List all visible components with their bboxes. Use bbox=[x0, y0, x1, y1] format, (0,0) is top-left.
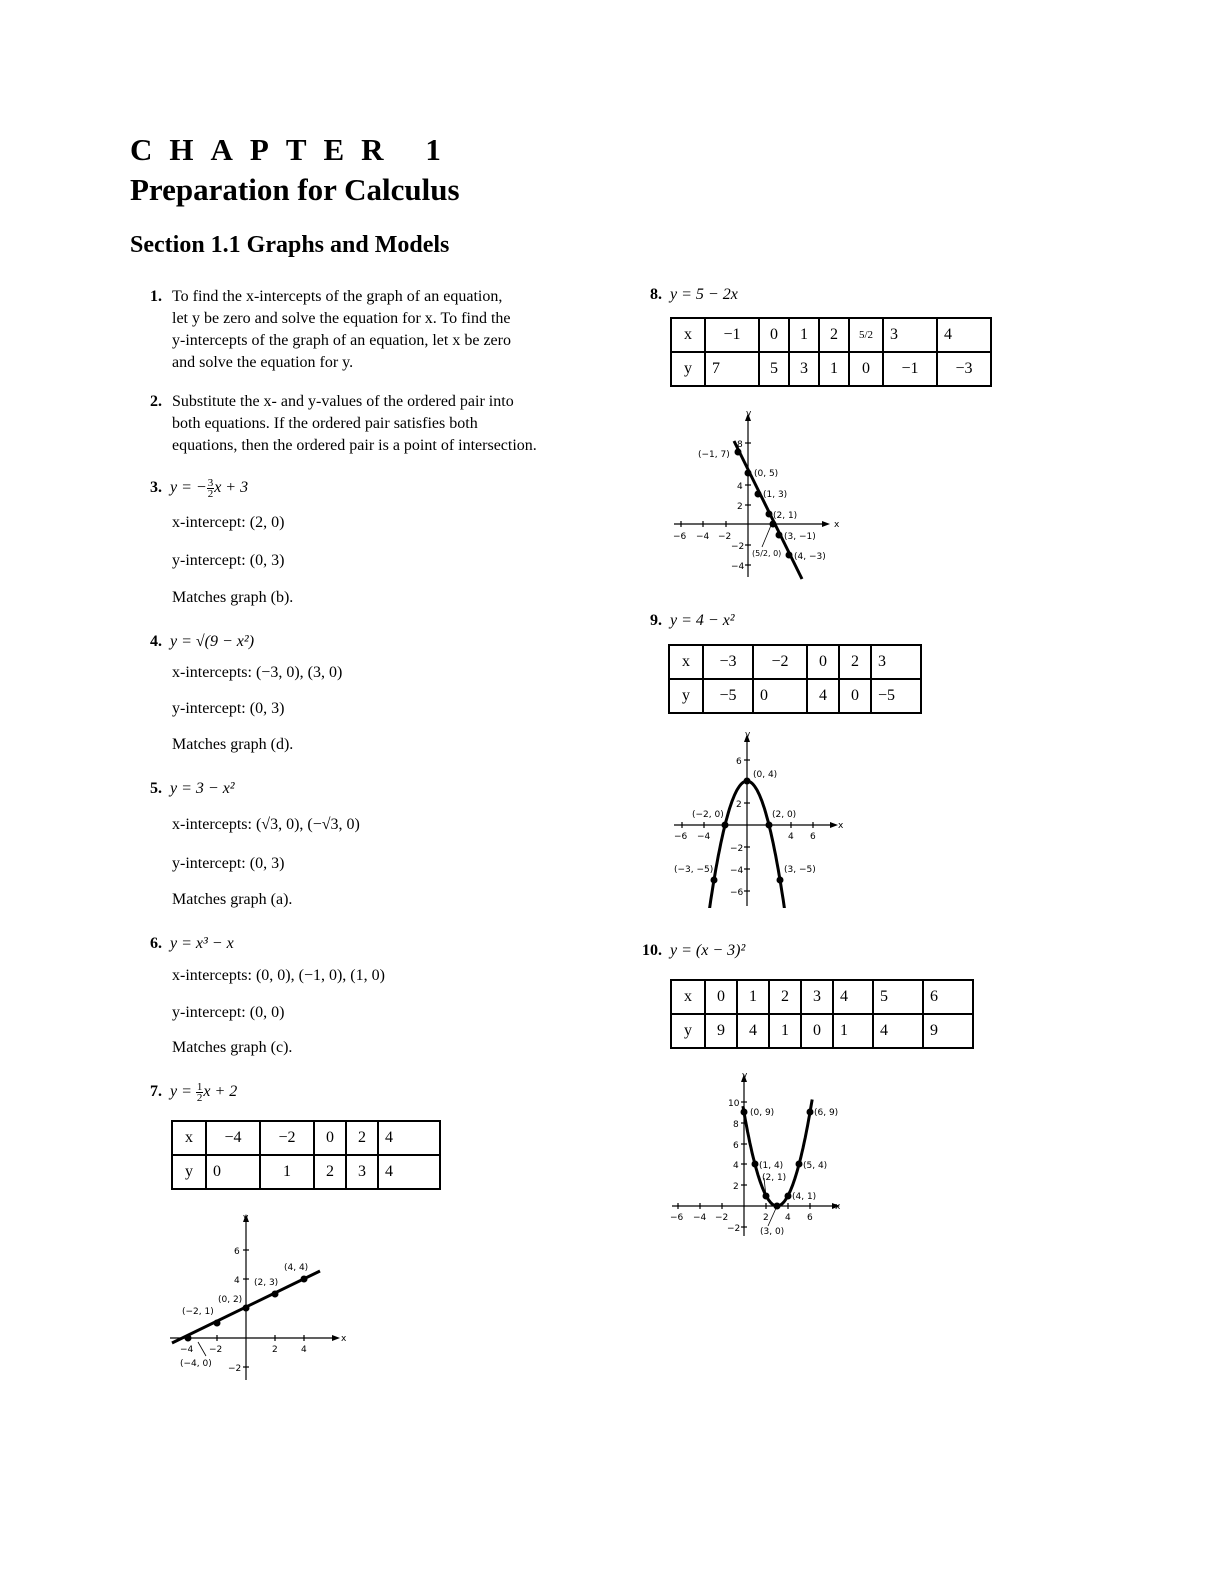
axis-label-y: y bbox=[745, 730, 751, 740]
point-label: (2, 1) bbox=[773, 511, 798, 521]
tick-label: −2 bbox=[715, 1213, 729, 1223]
problem-10-equation bbox=[642, 942, 745, 960]
graph-10 bbox=[660, 1068, 860, 1248]
point-label: (4, −3) bbox=[794, 552, 826, 562]
table-cell: x bbox=[671, 318, 705, 352]
table-cell: −3 bbox=[937, 352, 991, 386]
table-cell: 2 bbox=[769, 980, 801, 1014]
point-label: (3, −1) bbox=[784, 532, 816, 542]
problem-number: 10. bbox=[642, 942, 662, 959]
point-label: (0, 4) bbox=[753, 770, 778, 780]
table-cell: 9 bbox=[705, 1014, 737, 1048]
point-label: (6, 9) bbox=[814, 1108, 839, 1118]
table-cell: 4 bbox=[937, 318, 991, 352]
table-cell: −3 bbox=[703, 645, 753, 679]
table-cell: 1 bbox=[737, 980, 769, 1014]
point-label: (−2, 1) bbox=[182, 1307, 214, 1317]
match-text: Matches graph (d). bbox=[172, 736, 294, 753]
tick-label: 4 bbox=[785, 1213, 791, 1223]
value-table-7 bbox=[171, 1120, 441, 1190]
table-cell: 5 bbox=[759, 352, 789, 386]
point-label: (0, 9) bbox=[750, 1108, 775, 1118]
equation-rhs: x + 3 bbox=[214, 479, 249, 497]
problem-3-equation bbox=[150, 478, 248, 499]
point-label: (2, 0) bbox=[772, 810, 797, 820]
problem-4-equation bbox=[150, 633, 254, 651]
tick-label: 8 bbox=[733, 1120, 739, 1130]
tick-label: −2 bbox=[730, 844, 744, 854]
x-intercept-text: x-intercepts: (−3, 0), (3, 0) bbox=[172, 664, 343, 681]
axis-label-x: x bbox=[838, 821, 844, 831]
table-cell: −2 bbox=[260, 1121, 314, 1155]
equation: y = 4 − x² bbox=[670, 612, 735, 629]
point-label: (4, 1) bbox=[792, 1192, 817, 1202]
graph-8 bbox=[660, 405, 860, 585]
table-cell: 0 bbox=[801, 1014, 833, 1048]
tick-label: 4 bbox=[733, 1161, 739, 1171]
table-cell: 2 bbox=[819, 318, 849, 352]
tick-label: 10 bbox=[728, 1099, 740, 1109]
tick-label: −6 bbox=[674, 832, 688, 842]
table-cell: 2 bbox=[314, 1155, 346, 1189]
table-row-y bbox=[671, 352, 991, 386]
text-line: let y be zero and solve the equation for x. To find the bbox=[172, 310, 511, 327]
table-cell: 1 bbox=[819, 352, 849, 386]
tick-label: −4 bbox=[730, 866, 744, 876]
tick-label: 4 bbox=[234, 1276, 240, 1286]
axis-label-x: x bbox=[834, 520, 840, 530]
table-cell: −4 bbox=[206, 1121, 260, 1155]
problem-2 bbox=[150, 391, 162, 413]
problem-number: 4. bbox=[150, 633, 162, 650]
tick-label: 4 bbox=[788, 832, 794, 842]
axis-label-x: x bbox=[835, 1202, 841, 1212]
problem-number: 8. bbox=[650, 286, 662, 303]
problem-7-equation bbox=[150, 1082, 237, 1103]
point-label: (1, 3) bbox=[763, 490, 788, 500]
equation: y = (x − 3)² bbox=[670, 942, 746, 959]
table-row-y bbox=[671, 1014, 973, 1048]
value-table-10 bbox=[670, 979, 974, 1049]
tick-label: −2 bbox=[228, 1364, 242, 1374]
problem-number: 5. bbox=[150, 780, 162, 797]
text-line: Substitute the x- and y-values of the ordered pair into bbox=[172, 393, 514, 410]
equation: y = 5 − 2x bbox=[670, 286, 738, 303]
table-cell: 0 bbox=[753, 679, 807, 713]
table-cell: 3 bbox=[789, 352, 819, 386]
table-cell: −2 bbox=[753, 645, 807, 679]
table-cell: 0 bbox=[705, 980, 737, 1014]
equation-rhs: x + 2 bbox=[203, 1083, 238, 1101]
tick-label: −6 bbox=[673, 532, 687, 542]
point-label: (−4, 0) bbox=[180, 1359, 212, 1369]
point-label: (0, 2) bbox=[218, 1295, 243, 1305]
point-label: (0, 5) bbox=[754, 469, 779, 479]
table-cell: 5 bbox=[873, 980, 923, 1014]
fraction-denominator: 2 bbox=[207, 488, 214, 500]
text-line: equations, then the ordered pair is a point of intersection. bbox=[172, 437, 537, 454]
table-row-x bbox=[671, 318, 991, 352]
equation: y = x³ − x bbox=[170, 935, 234, 952]
value-table-8 bbox=[670, 317, 992, 387]
problem-2-text bbox=[172, 391, 537, 457]
table-cell: 1 bbox=[833, 1014, 873, 1048]
table-cell: 3 bbox=[346, 1155, 378, 1189]
table-cell: 3 bbox=[801, 980, 833, 1014]
tick-label: 6 bbox=[810, 832, 816, 842]
table-cell: y bbox=[671, 1014, 705, 1048]
tick-label: 6 bbox=[736, 757, 742, 767]
y-intercept-text: y-intercept: (0, 3) bbox=[172, 552, 285, 569]
table-cell: x bbox=[172, 1121, 206, 1155]
tick-label: 2 bbox=[733, 1182, 739, 1192]
text-line: y-intercepts of the graph of an equation, let x be zero bbox=[172, 332, 511, 349]
section-title: Section 1.1 Graphs and Models bbox=[130, 232, 450, 258]
table-cell: y bbox=[172, 1155, 206, 1189]
axis-label-x: x bbox=[341, 1334, 347, 1344]
x-intercept-text: x-intercept: (2, 0) bbox=[172, 514, 285, 531]
table-cell: 0 bbox=[314, 1121, 346, 1155]
point-label: (−3, −5) bbox=[674, 865, 714, 875]
problem-number: 9. bbox=[650, 612, 662, 629]
tick-label: −2 bbox=[727, 1224, 741, 1234]
problem-1-text bbox=[172, 286, 511, 374]
equation: y = √(9 − x²) bbox=[170, 633, 255, 650]
table-cell: x bbox=[671, 980, 705, 1014]
point-label: (−1, 7) bbox=[698, 450, 730, 460]
tick-label: −6 bbox=[730, 888, 744, 898]
table-cell: 1 bbox=[260, 1155, 314, 1189]
tick-label: −4 bbox=[697, 832, 711, 842]
problem-number: 2. bbox=[150, 393, 162, 410]
y-intercept-text: y-intercept: (0, 3) bbox=[172, 855, 285, 872]
table-cell: 4 bbox=[873, 1014, 923, 1048]
axis-label-y: y bbox=[742, 1071, 748, 1081]
table-cell: 2 bbox=[839, 645, 871, 679]
tick-label: −6 bbox=[670, 1213, 684, 1223]
point-label: (−2, 0) bbox=[692, 810, 724, 820]
tick-label: 2 bbox=[736, 800, 742, 810]
table-cell: −5 bbox=[871, 679, 921, 713]
text-line: both equations. If the ordered pair satisfies both bbox=[172, 415, 478, 432]
y-intercept-text: y-intercept: (0, 3) bbox=[172, 700, 285, 717]
tick-label: 8 bbox=[737, 440, 743, 450]
table-row-y bbox=[172, 1155, 440, 1189]
equation-lhs: y = bbox=[170, 1083, 196, 1101]
table-row-y bbox=[669, 679, 921, 713]
table-cell: y bbox=[669, 679, 703, 713]
problem-8-equation bbox=[650, 286, 738, 304]
match-text: Matches graph (c). bbox=[172, 1039, 293, 1056]
table-cell: 0 bbox=[206, 1155, 260, 1189]
point-label: (2, 1) bbox=[762, 1173, 787, 1183]
point-label: (2, 3) bbox=[254, 1278, 279, 1288]
table-cell: 0 bbox=[839, 679, 871, 713]
table-cell: −1 bbox=[883, 352, 937, 386]
tick-label: 4 bbox=[301, 1345, 307, 1355]
tick-label: −4 bbox=[180, 1345, 194, 1355]
table-cell: 0 bbox=[759, 318, 789, 352]
table-cell: 0 bbox=[849, 352, 883, 386]
tick-label: −4 bbox=[731, 562, 745, 572]
point-label: (3, −5) bbox=[784, 865, 816, 875]
tick-label: −2 bbox=[209, 1345, 223, 1355]
table-cell: 9 bbox=[923, 1014, 973, 1048]
fraction-numerator: 3 bbox=[207, 477, 214, 489]
tick-label: −2 bbox=[718, 532, 732, 542]
table-row-x bbox=[671, 980, 973, 1014]
axis-label-y: y bbox=[243, 1213, 249, 1223]
point-label: (5/2, 0) bbox=[752, 549, 782, 558]
table-cell: 4 bbox=[378, 1121, 440, 1155]
equation: y = 3 − x² bbox=[170, 780, 235, 797]
chapter-title: Preparation for Calculus bbox=[130, 172, 460, 207]
point-label: (1, 4) bbox=[759, 1161, 784, 1171]
chapter-heading: CHAPTER 1 bbox=[130, 132, 458, 167]
table-cell: 3 bbox=[871, 645, 921, 679]
problem-number: 6. bbox=[150, 935, 162, 952]
match-text: Matches graph (b). bbox=[172, 589, 294, 606]
x-intercept-text: x-intercepts: (√3, 0), (−√3, 0) bbox=[172, 816, 360, 833]
point-label: (3, 0) bbox=[760, 1227, 785, 1237]
table-cell: −5 bbox=[703, 679, 753, 713]
table-cell: 5/2 bbox=[849, 318, 883, 352]
problem-number: 3. bbox=[150, 479, 162, 497]
tick-label: 6 bbox=[807, 1213, 813, 1223]
tick-label: −2 bbox=[731, 542, 745, 552]
table-cell: 4 bbox=[378, 1155, 440, 1189]
table-row-x bbox=[669, 645, 921, 679]
tick-label: 6 bbox=[234, 1247, 240, 1257]
problem-6-equation bbox=[150, 935, 234, 953]
table-cell: 4 bbox=[737, 1014, 769, 1048]
y-intercept-text: y-intercept: (0, 0) bbox=[172, 1004, 285, 1021]
text-line: To find the x-intercepts of the graph of an equation, bbox=[172, 288, 503, 305]
graph-7 bbox=[160, 1210, 350, 1390]
x-intercept-text: x-intercepts: (0, 0), (−1, 0), (1, 0) bbox=[172, 967, 385, 984]
table-cell: 6 bbox=[923, 980, 973, 1014]
table-cell: x bbox=[669, 645, 703, 679]
point-label: (4, 4) bbox=[284, 1263, 309, 1273]
problem-number: 1. bbox=[150, 288, 162, 305]
problem-5-equation bbox=[150, 780, 235, 798]
table-cell: 4 bbox=[807, 679, 839, 713]
problem-number: 7. bbox=[150, 1083, 162, 1101]
table-cell: 4 bbox=[833, 980, 873, 1014]
tick-label: −4 bbox=[696, 532, 710, 542]
table-cell: y bbox=[671, 352, 705, 386]
tick-label: −4 bbox=[693, 1213, 707, 1223]
equation-lhs: y = − bbox=[170, 479, 207, 497]
tick-label: 6 bbox=[733, 1141, 739, 1151]
problem-1 bbox=[150, 286, 162, 308]
tick-label: 2 bbox=[737, 502, 743, 512]
tick-label: 4 bbox=[737, 482, 743, 492]
table-cell: 7 bbox=[705, 352, 759, 386]
text-line: and solve the equation for y. bbox=[172, 354, 354, 371]
problem-9-equation bbox=[650, 612, 735, 630]
axis-label-y: y bbox=[746, 409, 752, 419]
table-cell: 1 bbox=[789, 318, 819, 352]
table-cell: 2 bbox=[346, 1121, 378, 1155]
table-row-x bbox=[172, 1121, 440, 1155]
graph-9 bbox=[660, 728, 860, 908]
point-label: (5, 4) bbox=[803, 1161, 828, 1171]
table-cell: 0 bbox=[807, 645, 839, 679]
value-table-9 bbox=[668, 644, 922, 714]
table-cell: 1 bbox=[769, 1014, 801, 1048]
tick-label: 2 bbox=[272, 1345, 278, 1355]
table-cell: 3 bbox=[883, 318, 937, 352]
tick-label: 2 bbox=[763, 1213, 769, 1223]
match-text: Matches graph (a). bbox=[172, 891, 293, 908]
fraction-numerator: 1 bbox=[196, 1081, 203, 1093]
table-cell: −1 bbox=[705, 318, 759, 352]
fraction-denominator: 2 bbox=[196, 1092, 203, 1104]
